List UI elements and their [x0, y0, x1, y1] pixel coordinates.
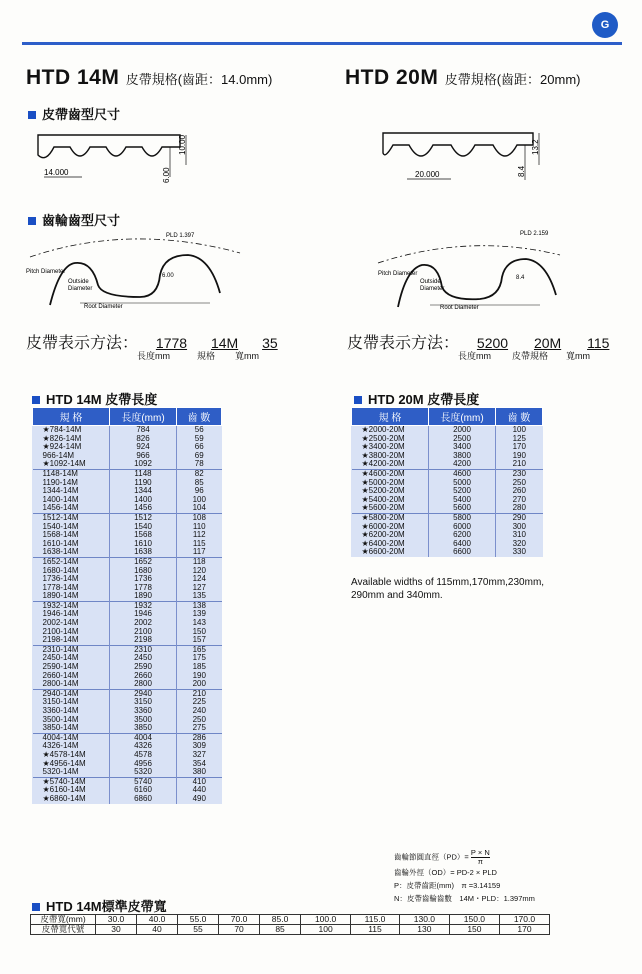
cell-spec: 3850-14M — [42, 723, 79, 733]
cell-teeth: 138 — [177, 601, 222, 610]
cell-teeth: 190 — [512, 450, 526, 460]
cell-teeth: 280 — [512, 503, 526, 513]
cell-length: 784 — [110, 426, 177, 435]
cell-length: 1400 — [110, 496, 177, 505]
width-cell: 150 — [449, 925, 499, 935]
cell-length: 3360 — [110, 707, 177, 716]
col-header-teeth: 齒 數 — [177, 408, 222, 426]
cell-teeth: 96 — [194, 486, 204, 496]
cell-spec: 1400-14M — [42, 494, 79, 504]
width-cell: 85.0 — [260, 915, 301, 925]
cell-length: 5200 — [429, 487, 496, 496]
width-cell: 100.0 — [301, 915, 351, 925]
formula-od: 齒輪外徑（OD）= PD-2 × PLD — [394, 868, 497, 877]
width-cell: 70 — [219, 925, 260, 935]
cell-spec: 1512-14M — [33, 513, 110, 522]
cell-teeth: 380 — [192, 767, 206, 777]
cell-length: 6160 — [110, 786, 177, 795]
pulley-14m-diagram — [20, 225, 260, 310]
cell-length: 2660 — [110, 672, 177, 681]
width-cell: 130.0 — [399, 915, 449, 925]
cell-length: 3850 — [110, 724, 177, 733]
cell-length: 5740 — [110, 777, 177, 786]
bullet-square-icon — [28, 217, 36, 225]
cell-teeth: 59 — [194, 433, 204, 443]
cell-spec: 2800-14M — [42, 679, 79, 689]
cell-spec: ★4956-14M — [42, 758, 86, 768]
right-notation-sub3: 寬mm — [566, 351, 590, 361]
cell-teeth: 100 — [512, 425, 526, 434]
cell-teeth: 309 — [192, 741, 206, 751]
cell-teeth: 327 — [192, 749, 206, 759]
cell-teeth: 320 — [512, 538, 526, 548]
belt-20m-tooth-dim: 8.4 — [517, 165, 526, 177]
cell-spec: 2002-14M — [42, 618, 79, 628]
cell-teeth: 120 — [192, 565, 206, 575]
cell-teeth: 170 — [512, 442, 526, 452]
cell-spec: ★2000-20M — [361, 425, 405, 434]
cell-length: 4956 — [110, 760, 177, 769]
pulley-20m-diagram — [370, 225, 570, 310]
cell-spec: ★6200-20M — [361, 530, 405, 540]
cell-spec: 1736-14M — [42, 574, 79, 584]
cell-spec: 1610-14M — [42, 538, 79, 548]
cell-teeth: 127 — [192, 582, 206, 592]
width-cell: 170 — [499, 925, 549, 935]
cell-spec: 1932-14M — [33, 601, 110, 610]
belt-14m-pitch-dim: 14.000 — [44, 168, 69, 177]
cell-length: 1092 — [110, 460, 177, 469]
cell-teeth: 82 — [177, 469, 222, 478]
cell-spec: 1652-14M — [33, 557, 110, 566]
htd14m-width-heading: HTD 14M標準皮帶寬 — [32, 896, 167, 915]
cell-length: 2500 — [429, 435, 496, 444]
width-row2-label: 皮帶寬代號 — [31, 925, 96, 935]
cell-length: 2800 — [110, 680, 177, 689]
cell-spec: ★826-14M — [42, 433, 82, 443]
cell-length: 2198 — [110, 636, 177, 645]
cell-spec: ★5000-20M — [361, 477, 405, 487]
width-cell: 30.0 — [96, 915, 137, 925]
cell-spec: 2198-14M — [42, 635, 79, 645]
cell-spec: ★5740-14M — [33, 777, 110, 786]
belt-20m-height-dim: 13.2 — [531, 139, 540, 155]
left-notation-sub3: 寬mm — [235, 351, 259, 361]
cell-teeth: 150 — [192, 626, 206, 636]
cell-length: 4578 — [110, 751, 177, 760]
cell-spec: 3360-14M — [42, 706, 79, 715]
cell-teeth: 260 — [512, 486, 526, 496]
width-cell: 55 — [178, 925, 219, 935]
svg-text:8.4: 8.4 — [516, 275, 525, 281]
htd14m-length-table — [32, 407, 222, 804]
table-row — [33, 768, 222, 777]
cell-length: 2310 — [110, 645, 177, 654]
svg-text:Outside: Outside — [68, 279, 89, 285]
cell-teeth: 230 — [496, 469, 543, 478]
cell-length: 1190 — [110, 479, 177, 488]
cell-length: 1610 — [110, 540, 177, 549]
cell-teeth: 290 — [496, 513, 543, 522]
cell-teeth: 117 — [192, 547, 206, 557]
cell-length: 826 — [110, 435, 177, 444]
formula-pd: 齒輪節圓直徑（PD）= $\frac{P \times N}{\pi}$ — [394, 848, 490, 866]
cell-length: 3800 — [429, 452, 496, 461]
width-cell: 55.0 — [178, 915, 219, 925]
cell-teeth: 185 — [192, 662, 206, 672]
left-title: HTD 14M 皮帶規格(齒距：14.0mm) — [26, 66, 273, 89]
header-rule — [22, 42, 622, 45]
cell-length: 1638 — [110, 548, 177, 557]
width-cell: 115.0 — [351, 915, 400, 925]
cell-spec: 3500-14M — [42, 714, 79, 724]
cell-teeth: 490 — [192, 793, 206, 803]
cell-teeth: 143 — [192, 618, 206, 628]
table-row — [33, 636, 222, 645]
cell-length: 1568 — [110, 531, 177, 540]
cell-spec: 1148-14M — [33, 469, 110, 478]
belt-14m-height-dim: 10.00 — [178, 134, 187, 155]
htd20m-length-heading: HTD 20M 皮帶長度 — [354, 389, 479, 408]
htd20m-length-table — [351, 407, 543, 557]
cell-length: 1890 — [110, 592, 177, 601]
width-cell: 85 — [260, 925, 301, 935]
cell-length: 1652 — [110, 557, 177, 566]
cell-spec: 2100-14M — [42, 626, 79, 636]
cell-teeth: 112 — [192, 530, 206, 540]
cell-teeth: 108 — [177, 513, 222, 522]
cell-spec: 1540-14M — [42, 521, 79, 531]
col-header-spec: 規 格 — [352, 408, 429, 426]
cell-spec: 3150-14M — [42, 697, 79, 707]
cell-teeth: 69 — [194, 450, 204, 460]
cell-teeth: 165 — [177, 645, 222, 654]
cell-teeth: 175 — [192, 653, 206, 663]
bullet-square-icon — [354, 396, 362, 404]
right-notation-sub1: 長度mm — [458, 351, 491, 361]
cell-teeth: 124 — [192, 574, 206, 584]
cell-length: 4600 — [429, 469, 496, 478]
cell-spec: ★6000-20M — [361, 521, 405, 531]
cell-teeth: 200 — [192, 679, 206, 689]
cell-length: 5800 — [429, 513, 496, 522]
cell-spec: ★5400-20M — [361, 494, 405, 504]
col-header-spec: 規 格 — [33, 408, 110, 426]
cell-length: 4326 — [110, 742, 177, 751]
cell-teeth: 135 — [192, 591, 206, 601]
cell-length: 3400 — [429, 443, 496, 452]
cell-teeth: 190 — [192, 670, 206, 680]
cell-length: 2002 — [110, 619, 177, 628]
cell-spec: 1456-14M — [42, 503, 79, 513]
cell-length: 1456 — [110, 504, 177, 513]
cell-spec: ★6600-20M — [361, 547, 405, 557]
svg-text:PLD 1.397: PLD 1.397 — [166, 233, 195, 239]
width-cell: 130 — [399, 925, 449, 935]
bullet-square-icon — [32, 903, 40, 911]
cell-teeth: 125 — [512, 433, 526, 443]
formula-block — [394, 849, 535, 905]
cell-length: 1344 — [110, 487, 177, 496]
cell-length: 5400 — [429, 496, 496, 505]
cell-spec: 5320-14M — [42, 767, 79, 777]
cell-teeth: 100 — [192, 494, 206, 504]
cell-spec: 1680-14M — [42, 565, 79, 575]
width-cell: 30 — [96, 925, 137, 935]
cell-length: 1778 — [110, 584, 177, 593]
cell-length: 3500 — [110, 716, 177, 725]
cell-spec: 4004-14M — [33, 733, 110, 742]
col-header-length: 長度(mm) — [429, 408, 496, 426]
htd14m-width-table — [30, 914, 550, 935]
cell-teeth: 139 — [192, 609, 206, 619]
cell-teeth: 300 — [512, 521, 526, 531]
table-row — [352, 548, 543, 557]
cell-spec: ★5800-20M — [352, 513, 429, 522]
svg-text:6.00: 6.00 — [162, 273, 174, 279]
svg-text:Root Diameter: Root Diameter — [84, 304, 123, 310]
width-cell: 100 — [301, 925, 351, 935]
cell-teeth: 310 — [512, 530, 526, 540]
cell-length: 5000 — [429, 479, 496, 488]
cell-spec: 1568-14M — [42, 530, 79, 540]
cell-spec: 1638-14M — [42, 547, 79, 557]
table-row — [33, 795, 222, 804]
svg-text:Diameter: Diameter — [68, 286, 93, 292]
cell-teeth: 354 — [192, 758, 206, 768]
htd14m-length-heading: HTD 14M 皮帶長度 — [32, 389, 157, 408]
cell-teeth: 85 — [194, 477, 204, 487]
svg-text:Pitch Diameter: Pitch Diameter — [378, 271, 418, 277]
table-row — [33, 680, 222, 689]
svg-text:Outside: Outside — [420, 279, 441, 285]
cell-teeth: 330 — [512, 547, 526, 557]
cell-length: 1148 — [110, 469, 177, 478]
cell-teeth: 240 — [192, 706, 206, 715]
cell-length: 6860 — [110, 795, 177, 804]
table-row — [33, 724, 222, 733]
cell-length: 3150 — [110, 698, 177, 707]
cell-spec: ★784-14M — [42, 425, 82, 434]
cell-teeth: 110 — [192, 521, 206, 531]
cell-spec: ★4200-20M — [361, 459, 405, 469]
belt-20m-pitch-dim: 20.000 — [415, 170, 440, 179]
cell-teeth: 78 — [194, 459, 204, 469]
cell-length: 1932 — [110, 601, 177, 610]
width-row1-label: 皮帶寬(mm) — [31, 915, 96, 925]
available-widths-note: Available widths of 115mm,170mm,230mm, 290mm and 340mm. — [351, 577, 545, 601]
cell-spec: 2940-14M — [33, 689, 110, 698]
cell-spec: 4326-14M — [42, 741, 79, 751]
cell-teeth: 270 — [512, 494, 526, 504]
belt-14m-profile-diagram — [30, 125, 200, 195]
cell-spec: 1890-14M — [42, 591, 79, 601]
table-row — [33, 592, 222, 601]
width-cell: 70.0 — [219, 915, 260, 925]
cell-spec: 2590-14M — [42, 662, 79, 672]
belt-14m-tooth-dim: 6.00 — [162, 167, 171, 183]
cell-spec: ★5600-20M — [361, 503, 405, 513]
cell-teeth: 210 — [512, 459, 526, 469]
cell-length: 2590 — [110, 663, 177, 672]
cell-length: 6400 — [429, 540, 496, 549]
cell-spec: ★4578-14M — [42, 749, 86, 759]
belt-20m-profile-diagram — [375, 125, 555, 195]
col-header-length: 長度(mm) — [110, 408, 177, 426]
cell-length: 1946 — [110, 610, 177, 619]
cell-teeth: 225 — [192, 697, 206, 707]
cell-spec: ★924-14M — [42, 442, 82, 452]
cell-teeth: 410 — [177, 777, 222, 786]
cell-length: 966 — [110, 452, 177, 461]
cell-teeth: 250 — [512, 477, 526, 487]
cell-spec: ★6860-14M — [42, 793, 86, 803]
cell-spec: ★4600-20M — [352, 469, 429, 478]
cell-teeth: 56 — [194, 425, 204, 434]
cell-length: 4004 — [110, 733, 177, 742]
cell-length: 2100 — [110, 628, 177, 637]
cell-length: 2940 — [110, 689, 177, 698]
right-title: HTD 20M 皮帶規格(齒距：20mm) — [345, 66, 581, 89]
cell-spec: 1946-14M — [42, 609, 79, 619]
cell-length: 6600 — [429, 548, 496, 557]
col-header-teeth: 齒 數 — [496, 408, 543, 426]
width-cell: 115 — [351, 925, 400, 935]
cell-teeth: 250 — [192, 714, 206, 724]
cell-spec: ★1092-14M — [42, 459, 86, 469]
cell-spec: 1344-14M — [42, 486, 79, 496]
cell-length: 6000 — [429, 523, 496, 532]
cell-length: 1512 — [110, 513, 177, 522]
cell-spec: 2660-14M — [42, 670, 79, 680]
cell-teeth: 66 — [194, 442, 204, 452]
cell-teeth: 118 — [177, 557, 222, 566]
right-notation-sub2: 皮帶規格 — [512, 351, 549, 361]
left-belt-notation: 皮帶表示方法： 1778 14M 35 — [26, 335, 278, 352]
cell-spec: 2450-14M — [42, 653, 79, 663]
cell-teeth: 440 — [192, 785, 206, 795]
belt-profile-heading: 皮帶齒型尺寸 — [28, 104, 120, 123]
width-cell: 40.0 — [137, 915, 178, 925]
cell-length: 1680 — [110, 567, 177, 576]
cell-spec: ★3800-20M — [361, 450, 405, 460]
cell-length: 5320 — [110, 768, 177, 777]
svg-text:Diameter: Diameter — [420, 286, 445, 292]
svg-text:Pitch Diameter: Pitch Diameter — [26, 269, 66, 275]
cell-length: 1736 — [110, 575, 177, 584]
cell-spec: 1778-14M — [42, 582, 79, 592]
width-cell: 40 — [137, 925, 178, 935]
cell-spec: ★2500-20M — [361, 433, 405, 443]
left-notation-sub1: 長度mm — [137, 351, 170, 361]
cell-teeth: 210 — [177, 689, 222, 698]
cell-teeth: 286 — [177, 733, 222, 742]
cell-length: 6200 — [429, 531, 496, 540]
left-notation-sub2: 規格 — [197, 351, 216, 361]
cell-spec: 2310-14M — [33, 645, 110, 654]
bullet-square-icon — [28, 111, 36, 119]
width-cell: 170.0 — [499, 915, 549, 925]
width-cell: 150.0 — [449, 915, 499, 925]
formula-n: N：皮帶齒輪齒數 14M・PLD：1.397mm — [394, 894, 535, 903]
cell-spec: ★6400-20M — [361, 538, 405, 548]
cell-teeth: 115 — [192, 538, 206, 548]
cell-spec: ★3400-20M — [361, 442, 405, 452]
cell-spec: ★6160-14M — [42, 785, 86, 795]
right-belt-notation: 皮帶表示方法： 5200 20M 115 — [347, 335, 610, 352]
cell-teeth: 157 — [192, 635, 206, 645]
cell-length: 5600 — [429, 504, 496, 513]
cell-spec: ★5200-20M — [361, 486, 405, 496]
svg-text:Root Diameter: Root Diameter — [440, 305, 479, 310]
cell-spec: 1190-14M — [42, 477, 78, 487]
cell-length: 2450 — [110, 654, 177, 663]
cell-length: 4200 — [429, 460, 496, 469]
cell-teeth: 275 — [192, 723, 206, 733]
company-logo: G — [592, 12, 618, 38]
cell-length: 924 — [110, 443, 177, 452]
cell-teeth: 104 — [192, 503, 206, 513]
pulley-profile-heading: 齒輪齒型尺寸 — [28, 210, 120, 229]
cell-spec: 966-14M — [42, 450, 75, 460]
cell-length: 2000 — [429, 426, 496, 435]
cell-length: 1540 — [110, 523, 177, 532]
bullet-square-icon — [32, 396, 40, 404]
formula-p: P：皮帶齒距(mm) π =3.14159 — [394, 881, 501, 890]
svg-text:PLD 2.159: PLD 2.159 — [520, 231, 549, 237]
